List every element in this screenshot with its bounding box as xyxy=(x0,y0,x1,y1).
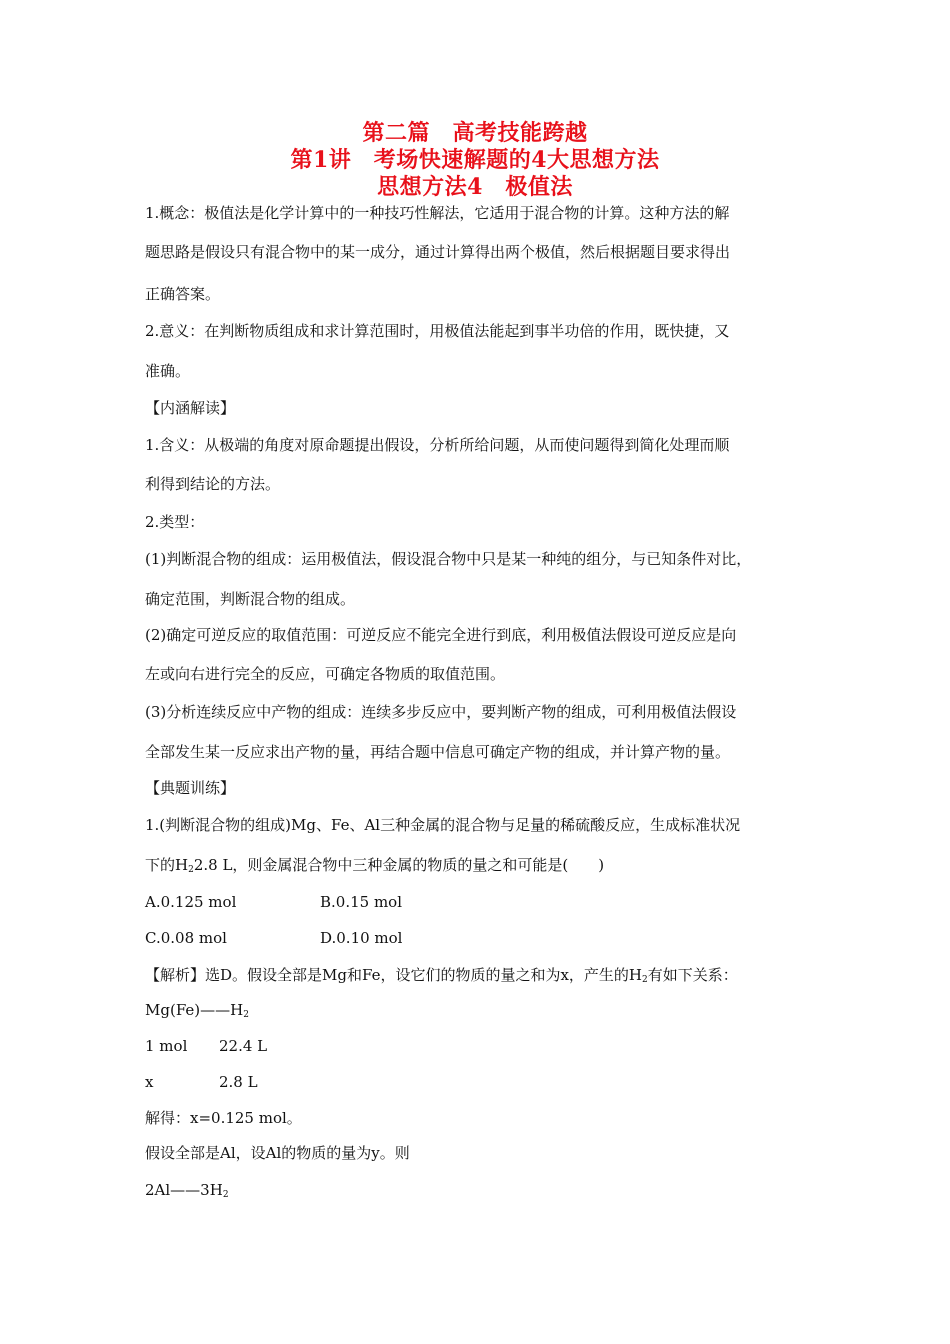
type3-line-1: (3)分析连续反应中产物的组成：连续多步反应中，要判断产物的组成，可利用极值法假设 xyxy=(145,703,737,721)
training-heading: 【典题训练】 xyxy=(145,779,236,797)
options-row-1 xyxy=(145,892,403,912)
option-a: A.0.125 mol xyxy=(145,893,237,911)
question1-text-pre: 下的H xyxy=(145,856,189,874)
concept-line-2: 题思路是假设只有混合物中的某一成分，通过计算得出两个极值，然后根据题目要求得出 xyxy=(145,243,731,261)
definition-line-1: 1.含义：从极端的角度对原命题提出假设，分析所给问题，从而使问题得到简化处理而顺 xyxy=(145,436,730,454)
option-b: B.0.15 mol xyxy=(320,893,403,911)
relation-2-text: 2Al——3H xyxy=(145,1181,223,1199)
question1-line-2 xyxy=(145,855,604,875)
option-c: C.0.08 mol xyxy=(145,929,227,947)
type2-line-2: 左或向右进行完全的反应，可确定各物质的取值范围。 xyxy=(145,665,506,683)
relation-1 xyxy=(145,1000,249,1020)
subscript: 2 xyxy=(243,1010,249,1020)
subscript: 2 xyxy=(188,865,194,875)
relation-row-1-a: 1 mol xyxy=(145,1037,188,1055)
subscript: 2 xyxy=(642,975,648,985)
options-row-2 xyxy=(145,928,403,948)
relation-row-1-b: 22.4 L xyxy=(219,1037,268,1055)
type2-line-1: (2)确定可逆反应的取值范围：可逆反应不能完全进行到底，利用极值法假设可逆反应是向 xyxy=(145,626,737,644)
relation-row-2-b: 2.8 L xyxy=(219,1073,258,1091)
part-title: 第二篇 高考技能跨越 xyxy=(362,120,588,146)
types-label: 2.类型： xyxy=(145,513,205,531)
question1-line-1: 1.(判断混合物的组成)Mg、Fe、Al三种金属的混合物与足量的稀硫酸反应，生成标准状况 xyxy=(145,816,741,834)
lecture-title: 第1讲 考场快速解题的4大思想方法 xyxy=(290,147,660,173)
relation-row-2 xyxy=(145,1072,258,1092)
meaning-line-2: 准确。 xyxy=(145,362,191,380)
definition-line-2: 利得到结论的方法。 xyxy=(145,475,281,493)
type1-line-1: (1)判断混合物的组成：运用极值法，假设混合物中只是某一种纯的组分，与已知条件对比， xyxy=(145,550,752,568)
question1-text-post: 2.8 L，则金属混合物中三种金属的物质的量之和可能是( ) xyxy=(193,856,605,874)
concept-line-3: 正确答案。 xyxy=(145,285,221,303)
relation-1-text: Mg(Fe)——H xyxy=(145,1001,244,1019)
subscript: 2 xyxy=(222,1190,229,1200)
assume-al-line: 假设全部是Al，设Al的物质的量为y。则 xyxy=(145,1144,410,1162)
type1-line-2: 确定范围，判断混合物的组成。 xyxy=(145,590,356,608)
analysis-text-post: 有如下关系： xyxy=(647,966,738,984)
relation-row-1 xyxy=(145,1036,268,1056)
solve-line: 解得：x=0.125 mol。 xyxy=(145,1109,302,1127)
relation-row-2-a: x xyxy=(145,1073,154,1091)
type3-line-2: 全部发生某一反应求出产物的量，再结合题中信息可确定产物的组成，并计算产物的量。 xyxy=(145,743,731,761)
concept-line-1: 1.概念：极值法是化学计算中的一种技巧性解法，它适用于混合物的计算。这种方法的解 xyxy=(145,204,730,222)
analysis-text-pre: 【解析】选D。假设全部是Mg和Fe，设它们的物质的量之和为x，产生的H xyxy=(145,966,642,984)
connotation-heading: 【内涵解读】 xyxy=(145,399,236,417)
analysis-line-1 xyxy=(145,965,738,985)
title-block xyxy=(0,120,950,201)
method-title: 思想方法4 极值法 xyxy=(377,174,573,200)
relation-2 xyxy=(145,1180,229,1200)
option-d: D.0.10 mol xyxy=(320,929,403,947)
meaning-line-1: 2.意义：在判断物质组成和求计算范围时，用极值法能起到事半功倍的作用，既快捷，又 xyxy=(145,322,730,340)
